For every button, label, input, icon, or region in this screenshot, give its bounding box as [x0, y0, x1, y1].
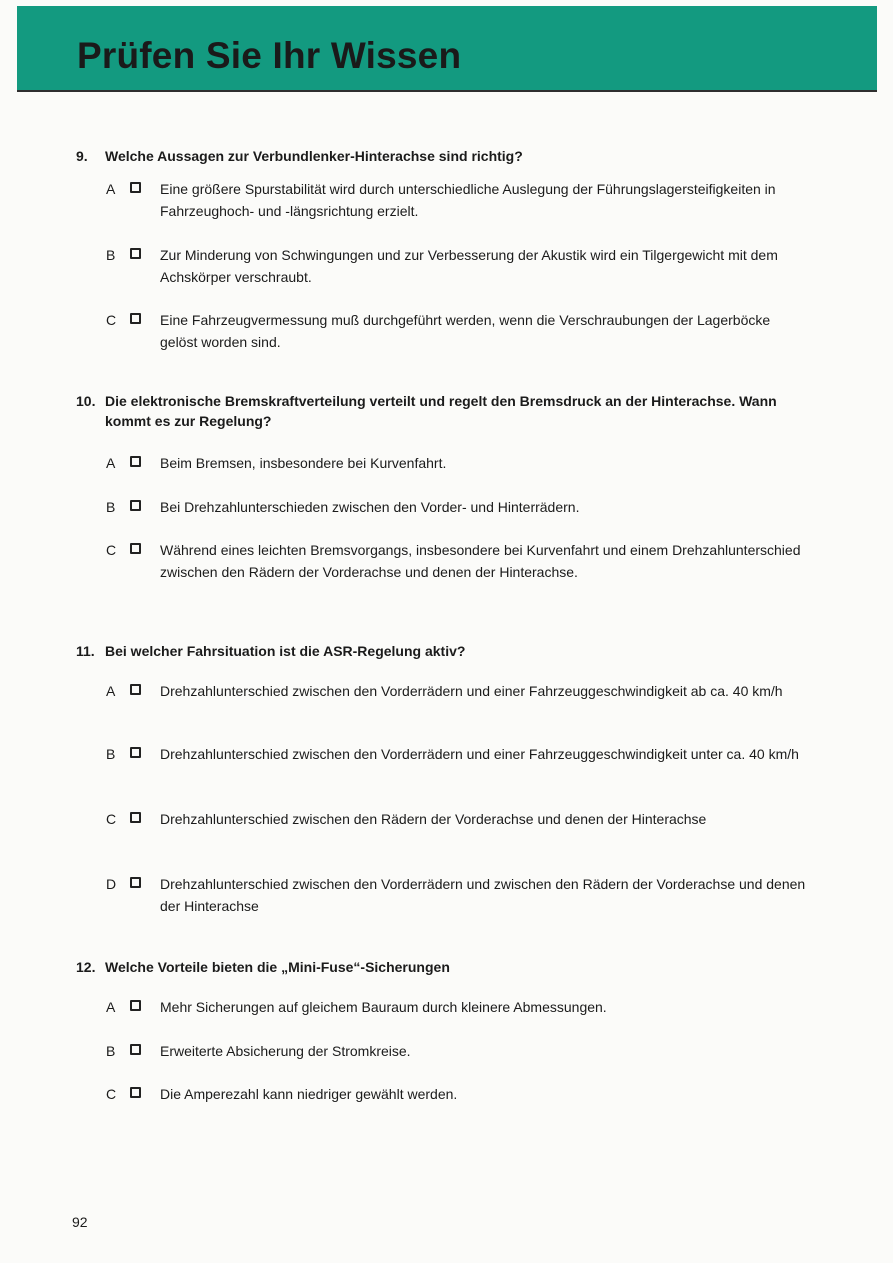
option-text: Drehzahlunterschied zwischen den Vorderrädern und einer Fahrzeuggeschwindigkeit ab ca. 40 km/h: [160, 683, 783, 699]
answer-checkbox[interactable]: [130, 877, 141, 888]
option-letter: A: [106, 683, 116, 699]
option-letter: B: [106, 746, 116, 762]
question-text: Welche Aussagen zur Verbundlenker-Hinterachse sind richtig?: [105, 148, 523, 164]
option-letter: B: [106, 247, 116, 263]
answer-checkbox[interactable]: [130, 747, 141, 758]
option-text: Erweiterte Absicherung der Stromkreise.: [160, 1043, 411, 1059]
option-letter: B: [106, 1043, 116, 1059]
option-text: Während eines leichten Bremsvorgangs, insbesondere bei Kurvenfahrt und einem Drehzahlunterschied zwischen den Rädern der Vorderachse und denen der Hinterachse.: [160, 542, 801, 580]
question-number: 11.: [76, 643, 95, 659]
question-number: 10.: [76, 393, 96, 409]
answer-checkbox[interactable]: [130, 812, 141, 823]
question-number: 9.: [76, 148, 88, 164]
answer-checkbox[interactable]: [130, 684, 141, 695]
question-text: Die elektronische Bremskraftverteilung verteilt und regelt den Bremsdruck an der Hinterachse. Wann kommt es zur Regelung?: [105, 393, 777, 429]
answer-checkbox[interactable]: [130, 456, 141, 467]
page-number: 92: [72, 1214, 88, 1230]
option-text: Beim Bremsen, insbesondere bei Kurvenfahrt.: [160, 455, 447, 471]
question-number: 12.: [76, 959, 96, 975]
answer-checkbox[interactable]: [130, 313, 141, 324]
option-letter: A: [106, 181, 116, 197]
option-text: Drehzahlunterschied zwischen den Rädern der Vorderachse und denen der Hinterachse: [160, 811, 707, 827]
answer-checkbox[interactable]: [130, 1044, 141, 1055]
option-text: Drehzahlunterschied zwischen den Vorderrädern und zwischen den Rädern der Vorderachse und denen der Hinterachse: [160, 876, 806, 914]
option-letter: A: [106, 455, 116, 471]
option-text: Die Amperezahl kann niedriger gewählt werden.: [160, 1086, 458, 1102]
answer-checkbox[interactable]: [130, 1000, 141, 1011]
page-title: Prüfen Sie Ihr Wissen: [77, 35, 462, 76]
option-letter: C: [106, 1086, 117, 1102]
option-letter: C: [106, 312, 117, 328]
option-text: Drehzahlunterschied zwischen den Vorderrädern und einer Fahrzeuggeschwindigkeit unter ca. 40 km/h: [160, 746, 799, 762]
option-text: Bei Drehzahlunterschieden zwischen den Vorder- und Hinterrädern.: [160, 499, 580, 515]
answer-checkbox[interactable]: [130, 500, 141, 511]
option-letter: D: [106, 876, 117, 892]
option-text: Zur Minderung von Schwingungen und zur Verbesserung der Akustik wird ein Tilgergewicht mit dem Achskörper verschraubt.: [160, 247, 778, 285]
answer-checkbox[interactable]: [130, 1087, 141, 1098]
option-text: Mehr Sicherungen auf gleichem Bauraum durch kleinere Abmessungen.: [160, 999, 607, 1015]
answer-checkbox[interactable]: [130, 182, 141, 193]
answer-checkbox[interactable]: [130, 248, 141, 259]
option-text: Eine Fahrzeugvermessung muß durchgeführt werden, wenn die Verschraubungen der Lagerböcke gelöst worden sind.: [160, 312, 771, 350]
question-text: Bei welcher Fahrsituation ist die ASR-Regelung aktiv?: [105, 643, 466, 659]
option-letter: A: [106, 999, 116, 1015]
option-letter: C: [106, 542, 117, 558]
option-letter: B: [106, 499, 116, 515]
question-text: Welche Vorteile bieten die „Mini-Fuse“-Sicherungen: [105, 959, 450, 975]
option-text: Eine größere Spurstabilität wird durch unterschiedliche Auslegung der Führungslagersteifigkeiten in Fahrzeughoch- und -längsrichtung erzielt.: [160, 181, 776, 219]
option-letter: C: [106, 811, 117, 827]
answer-checkbox[interactable]: [130, 543, 141, 554]
